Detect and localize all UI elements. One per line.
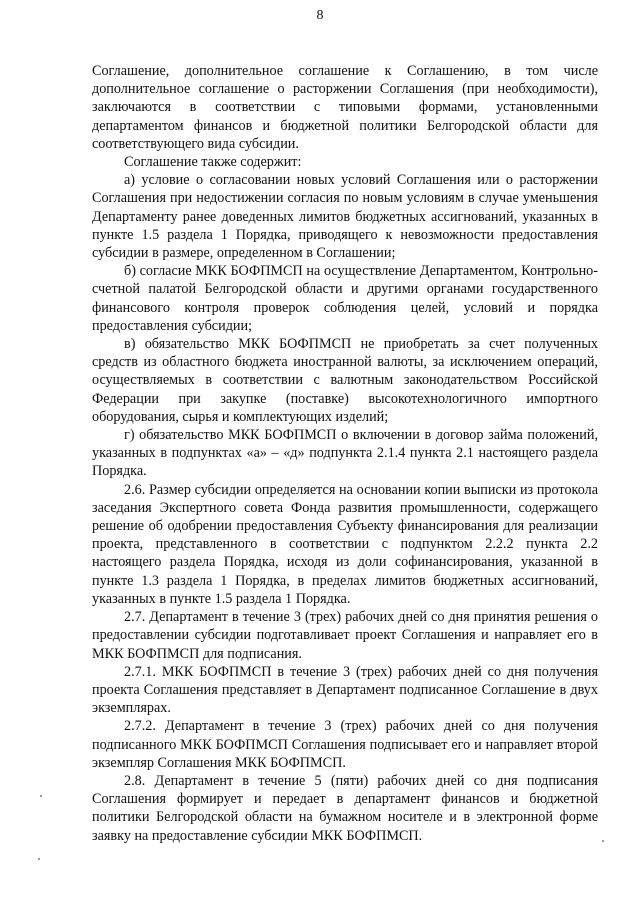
paragraph-agreement-contains: Соглашение также содержит: xyxy=(124,154,302,171)
scan-speck xyxy=(38,858,40,860)
paragraph-2-6: 2.6. Размер субсидии определяется на основании копии выписки из протокола заседания Экспертного совета Фонда развития промышленности, содержащего решение об одобрении предоставления Субъекту финансирования для реализации проекта, представленного в соответствии с подпунктом 2.2.2 пункта 2.2 настоящего раздела Порядка, исходя из доли софинансирования, указанной в пункте 1.3 раздела 1 Порядка, в пределах лимитов бюджетных ассигнований, указанных в пункте 1.5 раздела 1 Порядка. xyxy=(92,481,598,607)
paragraph-2-7-2: 2.7.2. Департамент в течение 3 (трех) рабочих дней со дня получения подписанного МКК БОФПМСП Соглашения подписывает его и направляет второй экземпляр Соглашения МКК БОФПМСП. xyxy=(92,718,598,771)
paragraph-item-v: в) обязательство МКК БОФПМСП не приобретать за счет полученных средств из областного бюджета иностранной валюты, за исключением операций, осуществляемых в соответствии с валютным законодательством Российской Федерации при закупке (поставке) высокотехнологичного импортного оборудования, сырья и комплектующих изделий; xyxy=(92,336,598,425)
paragraph-item-b: б) согласие МКК БОФПМСП на осуществление Департаментом, Контрольно-счетной палатой Белгородской области и другими органами государственного финансового контроля проверок соблюдения целей, условий и порядка предоставления субсидии; xyxy=(92,263,598,334)
paragraph-2-7: 2.7. Департамент в течение 3 (трех) рабочих дней со дня принятия решения о предоставлении субсидии подготавливает проект Соглашения и направляет его в МКК БОФПМСП для подписания. xyxy=(92,609,598,662)
document-body xyxy=(92,62,598,845)
paragraph-2-7-1: 2.7.1. МКК БОФПМСП в течение 3 (трех) рабочих дней со дня получения проекта Соглашения представляет в Департамент подписанное Соглашение в двух экземплярах. xyxy=(92,663,598,717)
paragraph-item-a: а) условие о согласовании новых условий Соглашения или о расторжении Соглашения при недостижении согласия по новым условиям в случае уменьшения Департаменту ранее доведенных лимитов бюджетных ассигнований, указанных в пункте 1.5 раздела 1 Порядка, приводящего к невозможности предоставления субсидии в размере, определенном в Соглашении; xyxy=(92,172,598,262)
paragraph-2-8: 2.8. Департамент в течение 5 (пяти) рабочих дней со дня подписания Соглашения формирует и передает в департамент финансов и бюджетной политики Белгородской области на бумажном носителе и в электронной форме заявку на предоставление субсидии МКК БОФПМСП. xyxy=(92,772,598,844)
paragraph-agreement-forms: Соглашение, дополнительное соглашение к Соглашению, в том числе дополнительное соглашение о расторжении Соглашения (при необходимости), заключаются в соответствии с типовыми формами, установленными департаментом финансов и бюджетной политики Белгородской области для соответствующего вида субсидии. xyxy=(92,63,598,152)
page-number: 8 xyxy=(316,8,324,23)
paragraph-item-g: г) обязательство МКК БОФПМСП о включении в договор займа положений, указанных в подпунктах «а» – «д» подпункта 2.1.4 пункта 2.1 настоящего раздела Порядка. xyxy=(92,427,598,480)
scan-speck xyxy=(40,795,42,797)
scan-speck xyxy=(602,840,604,842)
